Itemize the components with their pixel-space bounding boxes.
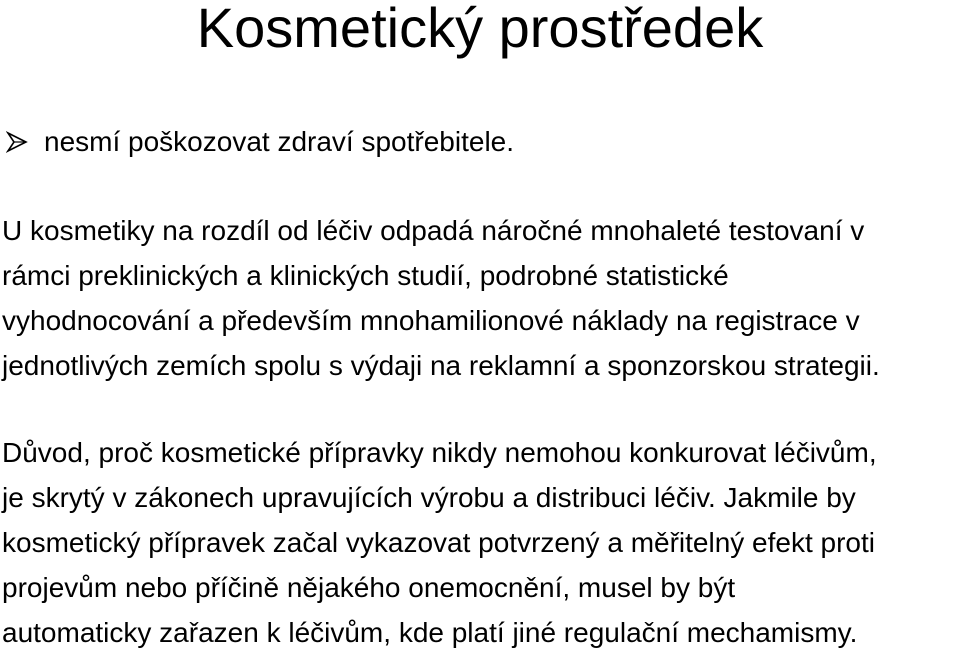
paragraph-line: kosmetický přípravek začal vykazovat potvrzený a měřitelný efekt proti	[2, 527, 876, 558]
bullet-text: nesmí poškozovat zdraví spotřebitele.	[44, 126, 515, 157]
paragraph-line: vyhodnocování a především mnohamilionové náklady na registrace v	[2, 305, 860, 336]
bullet-item	[6, 126, 514, 158]
paragraph-line: projevům nebo příčině nějakého onemocnění, musel by být	[2, 572, 736, 603]
arrowhead-bullet-icon	[6, 131, 28, 153]
page-title: Kosmetický prostředek	[196, 0, 764, 59]
paragraph-reason	[2, 430, 960, 655]
paragraph-line: rámci preklinických a klinických studií, podrobné statistické	[2, 260, 729, 291]
paragraph-line: jednotlivých zemích spolu s výdaji na reklamní a sponzorskou strategii.	[2, 350, 880, 381]
paragraph-line: automaticky zařazen k léčivům, kde platí jiné regulační mechamismy.	[2, 617, 858, 648]
paragraph-testing	[2, 208, 960, 388]
paragraph-line: je skrytý v zákonech upravujících výrobu a distribuci léčiv. Jakmile by	[2, 482, 856, 513]
paragraph-line: Důvod, proč kosmetické přípravky nikdy nemohou konkurovat léčivům,	[2, 437, 877, 468]
paragraph-line: U kosmetiky na rozdíl od léčiv odpadá náročné mnohaleté testovaní v	[2, 215, 865, 246]
